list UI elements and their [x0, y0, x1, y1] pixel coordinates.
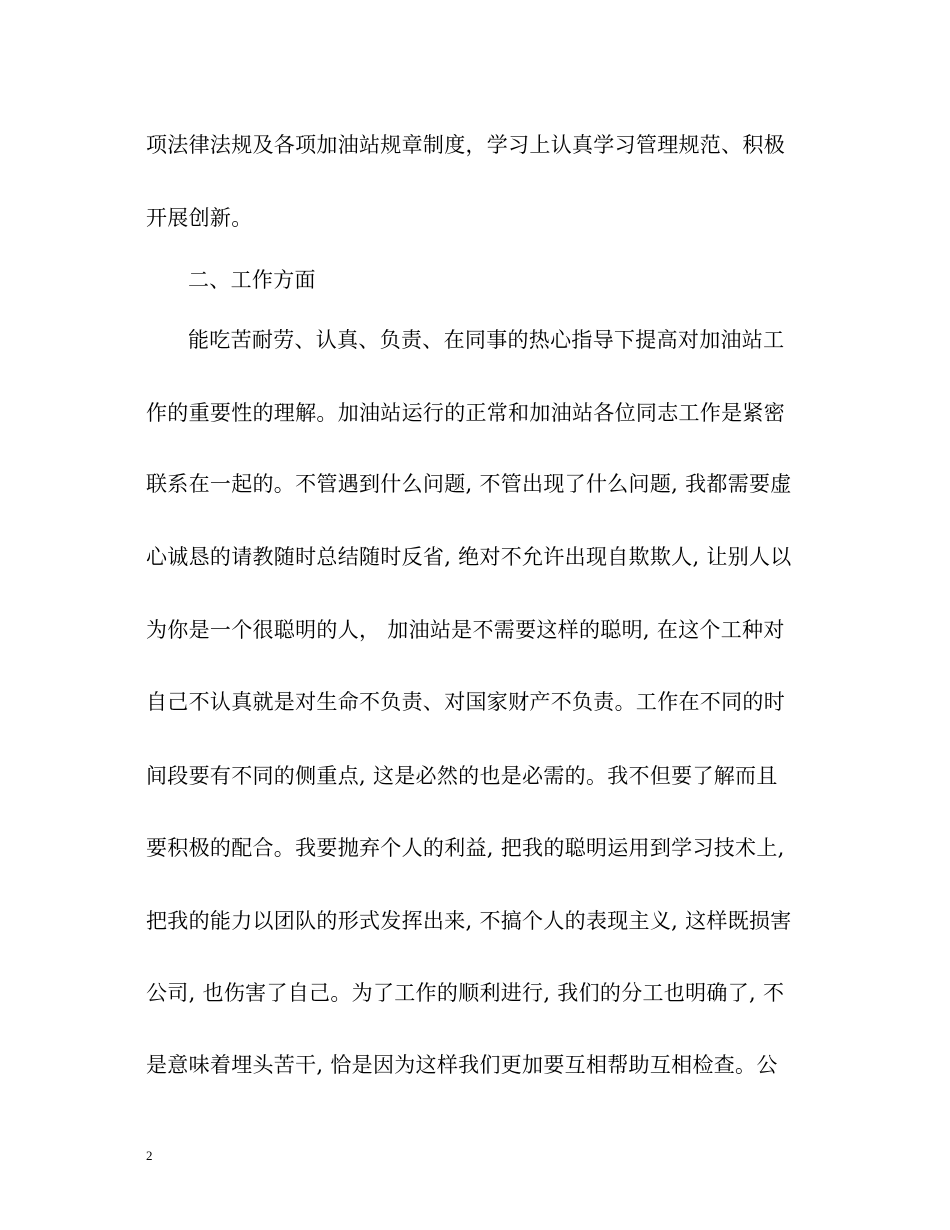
body-text-line: 作的重要性的理解。加油站运行的正常和加油站各位同志工作是紧密 — [146, 401, 785, 425]
body-text-line: 自己不认真就是对生命不负责、对国家财产不负责。工作在不同的时 — [146, 690, 785, 714]
body-text-line: 能吃苦耐劳、认真、负责、在同事的热心指导下提高对加油站工 — [188, 328, 785, 352]
body-text-line: 为你是一个很聪明的人， 加油站是不需要这样的聪明, 在这个工种对 — [146, 618, 785, 642]
body-text-line: 开展创新。 — [146, 206, 253, 230]
body-text-line: 心诚恳的请教随时总结随时反省, 绝对不允许出现自欺欺人, 让别人以 — [146, 545, 792, 569]
body-text-line: 联系在一起的。不管遇到什么问题, 不管出现了什么问题, 我都需要虚 — [146, 472, 792, 496]
body-text-line: 要积极的配合。我要抛弃个人的利益, 把我的聪明运用到学习技术上, — [146, 836, 785, 860]
body-text-line: 项法律法规及各项加油站规章制度，学习上认真学习管理规范、积极 — [146, 133, 785, 157]
page-number: 2 — [146, 1148, 153, 1163]
body-text-line: 公司, 也伤害了自己。为了工作的顺利进行, 我们的分工也明确了, 不 — [146, 981, 785, 1005]
section-heading: 二、工作方面 — [188, 268, 316, 292]
body-text-line: 间段要有不同的侧重点, 这是必然的也是必需的。我不但要了解而且 — [146, 764, 778, 788]
body-text-line: 是意味着埋头苦干, 恰是因为这样我们更加要互相帮助互相检查。公 — [146, 1053, 778, 1077]
body-text-line: 把我的能力以团队的形式发挥出来, 不搞个人的表现主义, 这样既损害 — [146, 909, 792, 933]
